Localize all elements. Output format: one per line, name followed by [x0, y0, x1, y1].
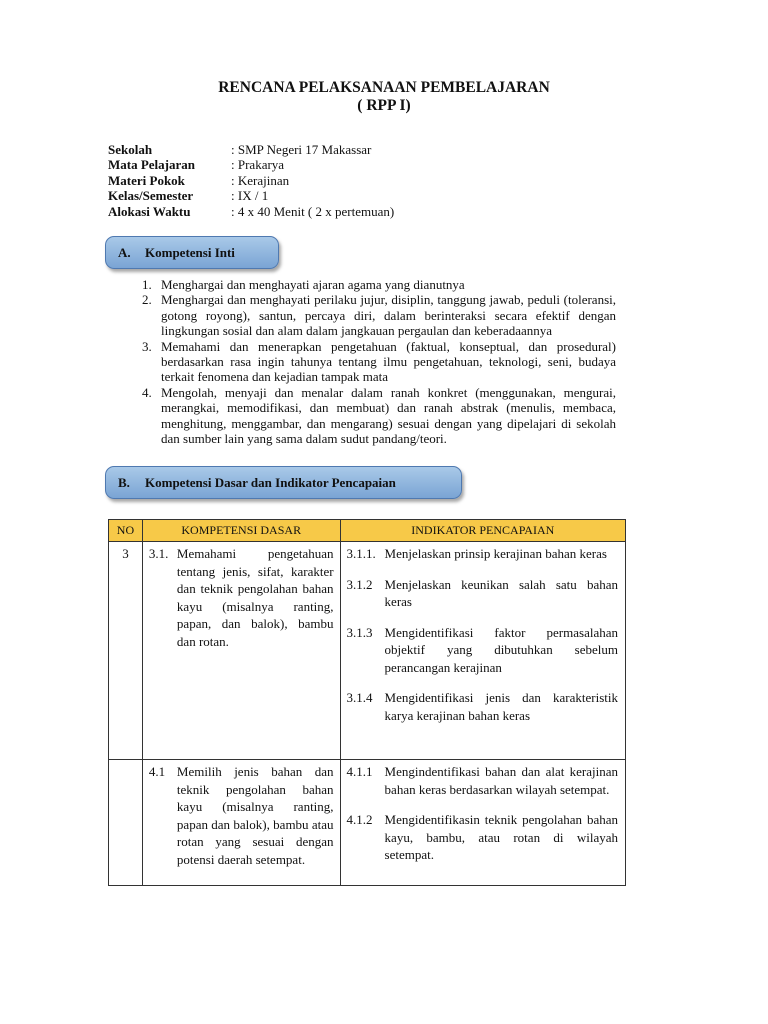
indicator-item	[341, 686, 625, 724]
indicator-item	[341, 760, 625, 798]
list-item-text: Menghargai dan menghayati ajaran agama yang dianutnya	[161, 277, 465, 292]
table-row	[109, 542, 626, 760]
indicator-text: Menjelaskan keunikan salah satu bahan keras	[384, 576, 618, 609]
kd-number: 3.1.	[148, 546, 169, 561]
identity-label: Alokasi Waktu	[108, 203, 191, 219]
indicator-item	[341, 808, 625, 864]
identity-value: : SMP Negeri 17 Makassar	[231, 142, 371, 157]
list-item-number: 4.	[142, 384, 152, 400]
list-item-text: Menghargai dan menghayati perilaku jujur, disiplin, tanggung jawab, peduli (toleransi, gotong royong), santun, percaya diri, dalam berinteraksi secara efektif dengan lingkungan sosial dan alam dalam jangkauan pergaulan dan keberadaannya	[161, 292, 616, 339]
indicator-number: 3.1.4	[346, 690, 373, 705]
indicator-number: 3.1.2	[346, 576, 373, 592]
title-line-2: ( RPP I)	[357, 97, 411, 114]
section-b-letter: B.	[118, 474, 130, 490]
section-a-title: Kompetensi Inti	[145, 244, 235, 260]
header-no: NO	[109, 520, 143, 542]
section-a-heading	[105, 236, 279, 269]
identity-label: Sekolah	[108, 142, 153, 157]
indicator-text: Mengindentifikasi bahan dan alat kerajinan bahan keras berdasarkan wilayah setempat.	[384, 764, 618, 797]
identity-row-materi	[108, 173, 394, 188]
title-line-1: RENCANA PELAKSANAAN PEMBELAJARAN	[218, 79, 550, 96]
section-b-heading	[105, 466, 462, 499]
list-item	[142, 339, 616, 385]
identity-value: : 4 x 40 Menit ( 2 x pertemuan)	[231, 204, 394, 219]
identity-row-kelas	[108, 188, 394, 203]
cell-kompetensi-dasar	[142, 542, 340, 760]
list-item-number: 1.	[142, 277, 152, 292]
kompetensi-inti-list	[142, 277, 616, 446]
identity-row-mapel	[108, 157, 394, 172]
kd-text: Memahami pengetahuan tentang jenis, sifat, karakter dan teknik pengolahan bahan kayu (misalnya ranting, papan, dan balok), bambu dan rotan.	[176, 546, 334, 649]
list-item-text: Mengolah, menyaji dan menalar dalam ranah konkret (menggunakan, mengurai, merangkai, memodifikasi, dan membuat) dan ranah abstrak (menulis, membaca, menghitung, menggambar, dan mengarang) sesuai dengan yang dipelajari di sekolah dan sumber lain yang sama dalam sudut pandang/teori.	[161, 384, 616, 447]
indicator-item	[341, 621, 625, 677]
identity-value: : IX / 1	[231, 188, 268, 203]
document-title	[0, 79, 768, 115]
indicator-item	[341, 573, 625, 611]
identity-label: Mata Pelajaran	[108, 157, 196, 173]
indicator-text: Mengidentifikasi jenis dan karakteristik karya kerajinan bahan keras	[384, 690, 618, 723]
cell-indikator	[340, 542, 625, 760]
identity-row-sekolah	[108, 142, 394, 157]
list-item-text: Memahami dan menerapkan pengetahuan (faktual, konseptual, dan prosedural) berdasarkan rasa ingin tahunya tentang ilmu pengetahuan, teknologi, seni, budaya terkait fenomena dan kejadian tampak mata	[161, 338, 616, 385]
indicator-text: Mengidentifikasin teknik pengolahan bahan kayu, bambu, atau rotan di wilayah setempat.	[384, 812, 618, 862]
table-header-row	[109, 520, 626, 542]
header-kompetensi-dasar: KOMPETENSI DASAR	[142, 520, 340, 542]
table-row	[109, 760, 626, 886]
identity-block	[108, 142, 394, 219]
kd-text: Memilih jenis bahan dan teknik pengolahan bahan kayu (misalnya ranting, papan dan balok), bambu atau rotan yang sesuai dengan potensi daerah setempat.	[176, 764, 334, 867]
indicator-number: 4.1.2	[346, 812, 373, 827]
header-indikator: INDIKATOR PENCAPAIAN	[340, 520, 625, 542]
kompetensi-dasar-table	[108, 519, 626, 886]
cell-no	[109, 760, 143, 886]
identity-value: : Prakarya	[231, 157, 284, 172]
indicator-number: 3.1.1.	[346, 546, 376, 561]
indicator-text: Menjelaskan prinsip kerajinan bahan keras	[384, 546, 607, 561]
list-item	[142, 292, 616, 338]
cell-no: 3	[109, 542, 143, 760]
kd-number: 4.1	[148, 764, 166, 779]
list-item-number: 2.	[142, 292, 152, 308]
cell-indikator	[340, 760, 625, 886]
indicator-item	[341, 542, 625, 563]
list-item	[142, 277, 616, 292]
section-a-letter: A.	[118, 244, 131, 260]
section-b-title: Kompetensi Dasar dan Indikator Pencapaian	[145, 474, 396, 490]
cell-kompetensi-dasar	[142, 760, 340, 886]
indicator-number: 4.1.1	[346, 764, 373, 779]
list-item-number: 3.	[142, 338, 152, 354]
indicator-text: Mengidentifikasi faktor permasalahan objektif yang dibutuhkan sebelum perancangan kerajinan	[384, 624, 618, 675]
indicator-number: 3.1.3	[346, 624, 373, 640]
identity-row-alokasi	[108, 204, 394, 219]
identity-label: Materi Pokok	[108, 172, 185, 188]
identity-label: Kelas/Semester	[108, 188, 194, 204]
list-item	[142, 385, 616, 447]
identity-value: : Kerajinan	[231, 173, 289, 188]
